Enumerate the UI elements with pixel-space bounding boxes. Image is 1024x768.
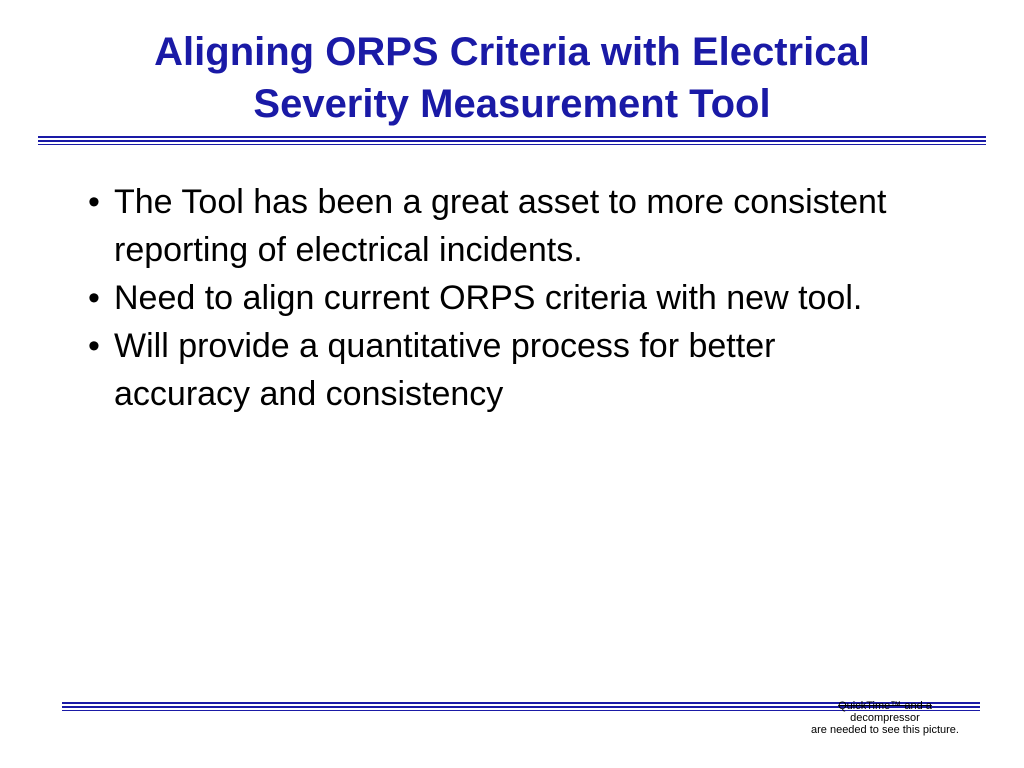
quicktime-placeholder — [790, 700, 980, 736]
bullet-list — [88, 178, 918, 418]
bullet-text: The Tool has been a great asset to more consistent reporting of electrical incidents. — [114, 183, 887, 269]
slide-title — [40, 26, 984, 130]
bullet-item — [88, 178, 918, 274]
title-line-1: Aligning ORPS Criteria with Electrical — [154, 30, 870, 74]
bullet-text: Will provide a quantitative process for better accuracy and consistency — [114, 327, 776, 413]
title-line-2: Severity Measurement Tool — [253, 82, 771, 126]
quicktime-line-1: QuickTime™ and a — [838, 700, 932, 712]
bullet-dot: • — [88, 327, 100, 365]
quicktime-line-2: decompressor — [850, 712, 920, 724]
quicktime-line-3: are needed to see this picture. — [811, 724, 959, 736]
bullet-dot: • — [88, 183, 100, 221]
bullet-item — [88, 322, 918, 418]
bullet-dot: • — [88, 279, 100, 317]
bullet-item — [88, 274, 918, 322]
bullet-text: Need to align current ORPS criteria with new tool. — [114, 279, 863, 317]
